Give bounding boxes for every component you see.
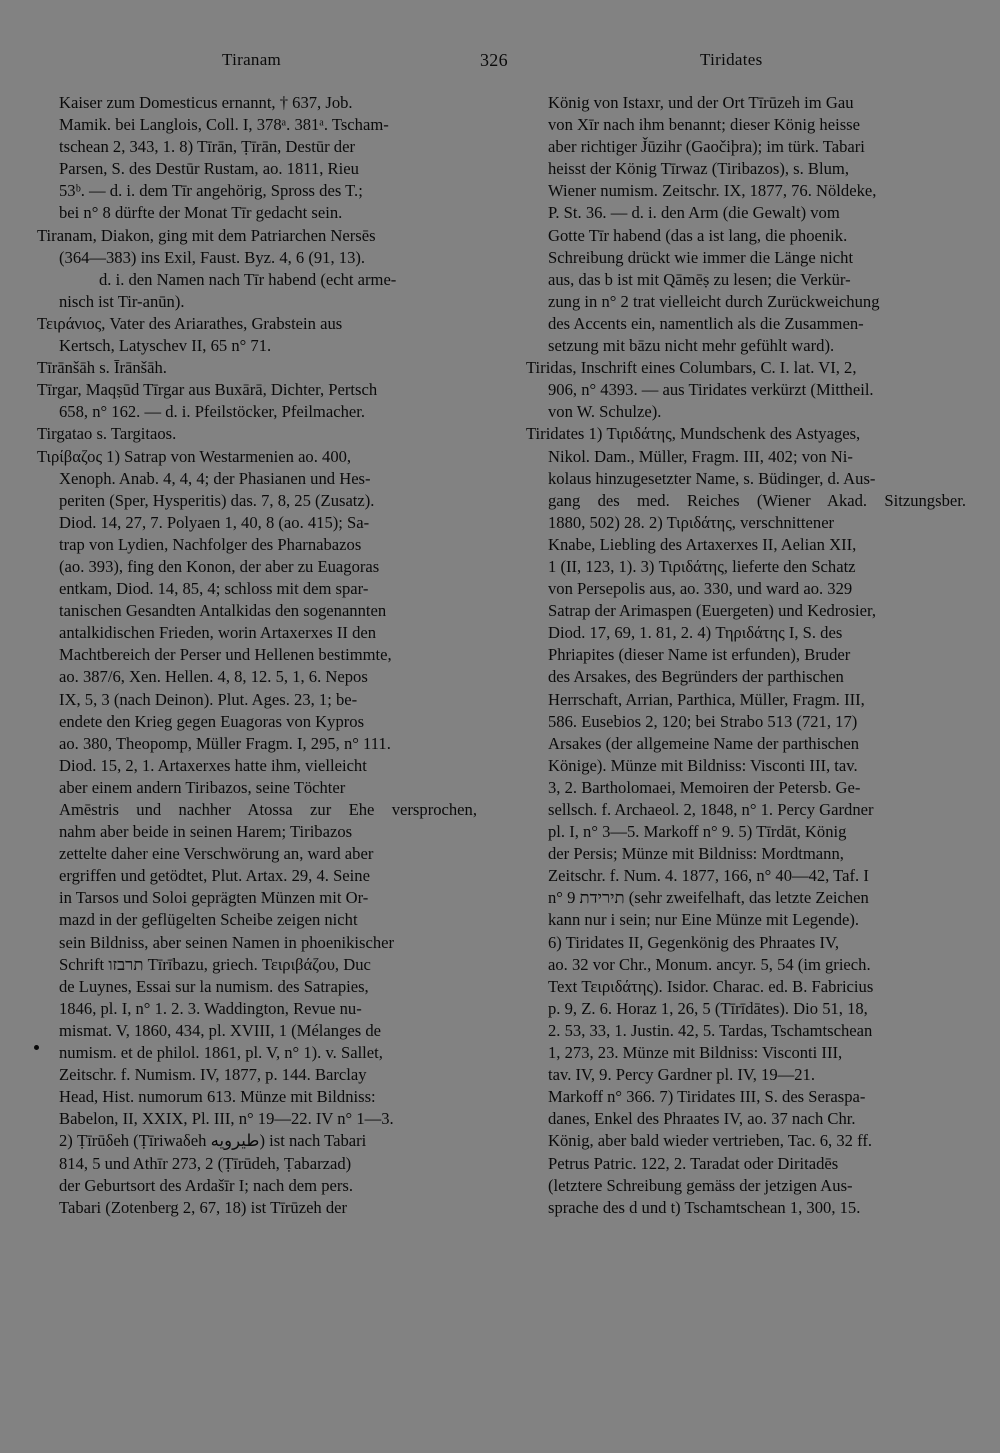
- text-line: nisch ist Tir-anūn).: [59, 291, 185, 311]
- text-line: periten (Sper, Hysperitis) das. 7, 8, 25 (Zusatz).: [59, 490, 375, 510]
- text-line: ao. 380, Theopomp, Müller Fragm. I, 295, n° 111.: [59, 733, 391, 753]
- text-line: tanischen Gesandten Antalkidas den sogenannten: [59, 601, 387, 621]
- text-line: Zeitschr. f. Numism. IV, 1877, p. 144. Barclay: [59, 1065, 367, 1085]
- text-line: des Accents ein, namentlich als die Zusammen-: [548, 313, 864, 333]
- text-line: gang des med. Reiches (Wiener Akad. Sitzungsber.: [548, 490, 966, 510]
- text-line: 1846, pl. I, n° 1. 2. 3. Waddington, Revue nu-: [59, 998, 362, 1018]
- text-line: des Arsakes, des Begründers der parthischen: [548, 667, 844, 687]
- text-line: 1, 273, 23. Münze mit Bildniss: Visconti III,: [548, 1043, 843, 1063]
- text-line: kann nur i sein; nur Eine Münze mit Legende).: [548, 910, 860, 930]
- text-line: (364—383) ins Exil, Faust. Byz. 4, 6 (91, 13).: [59, 247, 366, 267]
- text-line: Babelon, II, XXIX, Pl. III, n° 19—22. IV n° 1—3.: [59, 1109, 394, 1129]
- text-line: entkam, Diod. 14, 85, 4; schloss mit dem spar-: [59, 579, 369, 599]
- text-line: 53ᵇ. — d. i. dem Tīr angehörig, Spross des T.;: [59, 181, 363, 201]
- text-line: antalkidischen Frieden, worin Artaxerxes II den: [59, 623, 377, 643]
- text-line: Machtbereich der Perser und Hellenen bestimmte,: [59, 645, 392, 665]
- text-line: Diod. 17, 69, 1. 81, 2. 4) Τηριδάτης I, S. des: [548, 623, 843, 643]
- text-line: Petrus Patric. 122, 2. Taradat oder Diritadēs: [548, 1153, 839, 1173]
- text-line: Arsakes (der allgemeine Name der parthischen: [548, 733, 859, 753]
- text-line: von Persepolis aus, ao. 330, und ward ao. 329: [548, 579, 853, 599]
- text-line: (letztere Schreibung gemäss der jetzigen Aus-: [548, 1175, 853, 1195]
- text-line: Könige). Münze mit Bildniss: Visconti III, tav.: [548, 755, 858, 775]
- text-line: Τιρίβαζος 1) Satrap von Westarmenien ao. 400,: [37, 446, 352, 466]
- text-line: zung in n° 2 trat vielleicht durch Zurückweichung: [548, 291, 880, 311]
- text-line: Schreibung drückt wie immer die Länge nicht: [548, 247, 854, 267]
- text-line: 6) Tiridates II, Gegenkönig des Phraates IV,: [548, 932, 839, 952]
- text-line: Satrap der Arimaspen (Euergeten) und Kedrosier,: [548, 601, 877, 621]
- text-line: Markoff n° 366. 7) Tiridates III, S. des Seraspa-: [548, 1087, 866, 1107]
- text-line: Tiridates 1) Τιριδάτης, Mundschenk des Astyages,: [526, 424, 861, 444]
- text-line: Schrift תרבזו Tīrībazu, griech. Τειριβάζου, Duc: [59, 954, 371, 974]
- text-line: Nikol. Dam., Müller, Fragm. III, 402; von Ni-: [548, 446, 853, 466]
- text-line: Herrschaft, Arrian, Parthica, Müller, Fragm. III,: [548, 689, 865, 709]
- text-line: zettelte daher eine Verschwörung an, ward aber: [59, 844, 374, 864]
- text-line: Wiener numism. Zeitschr. IX, 1877, 76. Nöldeke,: [548, 181, 877, 201]
- text-line: Tīrānšāh s. Īrānšāh.: [37, 358, 167, 378]
- page-number: 326: [480, 50, 508, 70]
- text-line: ao. 32 vor Chr., Monum. ancyr. 5, 54 (im griech.: [548, 954, 871, 974]
- text-line: aber richtiger J̌ūzihr (Gaočiþra); im türk. Tabari: [548, 137, 865, 157]
- text-line: nahm aber beide in seinen Harem; Tiribazos: [59, 822, 353, 842]
- text-line: trap von Lydien, Nachfolger des Pharnabazos: [59, 534, 362, 554]
- text-line: Xenoph. Anab. 4, 4, 4; der Phasianen und Hes-: [59, 468, 371, 488]
- text-line: mismat. V, 1860, 434, pl. XVIII, 1 (Mélanges de: [59, 1020, 382, 1040]
- text-line: von W. Schulze).: [548, 402, 662, 422]
- text-line: pl. I, n° 3—5. Markoff n° 9. 5) Tīrdāt, König: [548, 822, 847, 842]
- text-line: setzung mit bāzu nicht mehr gefühlt ward).: [548, 336, 835, 356]
- text-line: in Tarsos und Soloi geprägten Münzen mit Or-: [59, 888, 369, 908]
- text-line: 3, 2. Bartholomaei, Memoiren der Petersb. Ge-: [548, 777, 861, 797]
- text-line: ergriffen und getödtet, Plut. Artax. 29, 4. Seine: [59, 866, 370, 886]
- text-line: Mamik. bei Langlois, Coll. I, 378ᵃ. 381ᵃ. Tscham-: [59, 115, 389, 135]
- text-line: König, aber bald wieder vertrieben, Tac. 6, 32 ff.: [548, 1131, 872, 1151]
- text-line: sein Bildniss, aber seinen Namen in phoenikischer: [59, 932, 395, 952]
- text-line: p. 9, Z. 6. Horaz 1, 26, 5 (Tīrīdātes). Dio 51, 18,: [548, 998, 868, 1018]
- text-line: 658, n° 162. — d. i. Pfeilstöcker, Pfeilmacher.: [59, 402, 365, 422]
- text-line: Knabe, Liebling des Artaxerxes II, Aelian XII,: [548, 534, 857, 554]
- text-line: P. St. 36. — d. i. den Arm (die Gewalt) vom: [548, 203, 840, 223]
- text-line: aus, das b ist mit Qāmēṣ zu lesen; die Verkür-: [548, 269, 851, 289]
- running-header-right: Tiridates: [700, 50, 763, 69]
- text-line: Text Τειριδάτης). Isidor. Charac. ed. B. Fabricius: [548, 976, 874, 996]
- text-line: Zeitschr. f. Num. 4. 1877, 166, n° 40—42, Taf. I: [548, 866, 869, 886]
- text-line: IX, 5, 3 (nach Deinon). Plut. Ages. 23, 1; be-: [59, 689, 358, 709]
- text-line: tschean 2, 343, 1. 8) Tīrān, Ṭīrān, Destūr der: [59, 137, 355, 157]
- text-line: Τειράνιος, Vater des Ariarathes, Grabstein aus: [37, 313, 343, 333]
- text-line: Kaiser zum Domesticus ernannt, † 637, Job.: [59, 93, 353, 112]
- text-line: Tiridas, Inschrift eines Columbars, C. I. lat. VI, 2,: [526, 358, 857, 378]
- text-line: sellsch. f. Archaeol. 2, 1848, n° 1. Percy Gardner: [548, 800, 874, 819]
- text-line: Tiranam, Diakon, ging mit dem Patriarchen Nersēs: [37, 225, 376, 245]
- right-column: [526, 92, 966, 1219]
- text-line: der Persis; Münze mit Bildniss: Mordtmann,: [548, 844, 844, 864]
- text-line: Amēstris und nachher Atossa zur Ehe versprochen,: [59, 800, 477, 819]
- text-line: Phriapites (dieser Name ist erfunden), Bruder: [548, 645, 851, 665]
- text-line: Diod. 15, 2, 1. Artaxerxes hatte ihm, vielleicht: [59, 755, 367, 775]
- text-line: Diod. 14, 27, 7. Polyaen 1, 40, 8 (ao. 415); Sa-: [59, 512, 370, 532]
- text-line: 814, 5 und Athīr 273, 2 (Ṭīrūdeh, Ṭabarzad): [59, 1153, 352, 1173]
- text-line: Tirgatao s. Targitaos.: [37, 424, 177, 444]
- text-line: numism. et de philol. 1861, pl. V, n° 1). v. Sallet,: [59, 1043, 383, 1063]
- text-line: 2. 53, 33, 1. Justin. 42, 5. Tardas, Tschamtschean: [548, 1020, 873, 1040]
- running-header-left: Tiranam: [222, 50, 282, 69]
- text-line: 1 (II, 123, 1). 3) Τιριδάτης, lieferte den Schatz: [548, 556, 856, 576]
- text-line: König von Istaxr, und der Ort Tīrūzeh im Gau: [548, 93, 854, 112]
- text-line: Tabari (Zotenberg 2, 67, 18) ist Tīrūzeh der: [59, 1197, 348, 1217]
- text-line: bei n° 8 dürfte der Monat Tīr gedacht sein.: [59, 203, 343, 223]
- text-line: tav. IV, 9. Percy Gardner pl. IV, 19—21.: [548, 1065, 815, 1085]
- text-line: mazd in der geflügelten Scheibe zeigen nicht: [59, 910, 358, 930]
- text-line: heisst der König Tīrwaz (Tiribazos), s. Blum,: [548, 159, 849, 179]
- text-line: 586. Eusebios 2, 120; bei Strabo 513 (721, 17): [548, 711, 858, 731]
- text-line: 1880, 502) 28. 2) Τιριδάτης, verschnittener: [548, 512, 835, 532]
- text-line: sprache des d und t) Tschamtschean 1, 300, 15.: [548, 1197, 861, 1217]
- text-line: ao. 387/6, Xen. Hellen. 4, 8, 12. 5, 1, 6. Nepos: [59, 667, 368, 687]
- text-line: Tīrgar, Maqṣūd Tīrgar aus Buxārā, Dichter, Pertsch: [37, 380, 378, 400]
- text-line: Gotte Tīr habend (das a ist lang, die phoenik.: [548, 225, 848, 245]
- left-column: [37, 92, 477, 1219]
- text-line: Kertsch, Latyschev II, 65 n° 71.: [59, 336, 272, 356]
- text-line: n° 9 תירידת (sehr zweifelhaft, das letzte Zeichen: [548, 888, 869, 908]
- text-line: der Geburtsort des Ardašīr I; nach dem pers.: [59, 1175, 353, 1195]
- text-line: endete den Krieg gegen Euagoras von Kypros: [59, 711, 365, 731]
- text-line: (ao. 393), fing den Konon, der aber zu Euagoras: [59, 556, 380, 576]
- text-line: aber einem andern Tiribazos, seine Töchter: [59, 777, 346, 797]
- text-line: danes, Enkel des Phraates IV, ao. 37 nach Chr.: [548, 1109, 856, 1129]
- text-line: de Luynes, Essai sur la numism. des Satrapies,: [59, 976, 369, 996]
- text-line: d. i. den Namen nach Tīr habend (echt arme-: [99, 269, 397, 289]
- text-line: Parsen, S. des Destūr Rustam, ao. 1811, Rieu: [59, 159, 359, 179]
- margin-dot: [34, 1045, 39, 1050]
- text-line: von Xīr nach ihm benannt; dieser König heisse: [548, 115, 860, 135]
- text-line: Head, Hist. numorum 613. Münze mit Bildniss:: [59, 1087, 376, 1107]
- text-line: 906, n° 4393. — aus Tiridates verkürzt (Mittheil.: [548, 380, 874, 400]
- text-line: 2) Ṭīrūδeh (Ṭīriwaδeh طيرويه) ist nach Tabari: [59, 1131, 367, 1151]
- text-line: kolaus hinzugesetzter Name, s. Büdinger, d. Aus-: [548, 468, 876, 488]
